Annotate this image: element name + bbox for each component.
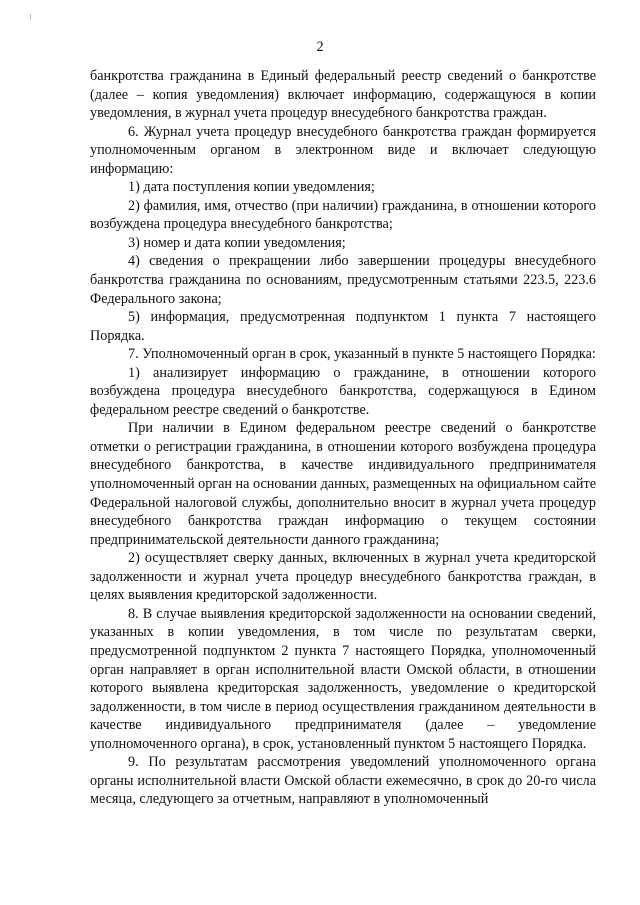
paragraph: 7. Уполномоченный орган в срок, указанный в пункте 5 настоящего Порядка: bbox=[128, 346, 596, 363]
paragraph: 1) анализирует информацию о гражданине, в отношении которого возбуждена процедура внесудебного банкротства, содержащуюся в Едином федеральном реестре сведений о банкротстве. bbox=[90, 364, 596, 418]
paragraph: 2) осуществляет сверку данных, включенных в журнал учета кредиторской задолженности и журнал учета процедур внесудебного банкротства граждан, в целях выявления кредиторской задолженности. bbox=[90, 550, 596, 604]
paragraph: 8. В случае выявления кредиторской задолженности на основании сведений, указанных в копии уведомления, в том числе по результатам сверки, предусмотренной подпунктом 2 пункта 7 настоящего Порядка, уполномоченный орган направляет в орган исполнительной власти Омской области, в отношении которого выявлена кредиторская задолженность, уведомление о кредиторской задолженности, в том числе в период осуществления гражданином деятельности в качестве индивидуального предпринимателя (далее – уведомление уполномоченного органа), в срок, установленный пунктом 5 настоящего Порядка. bbox=[90, 605, 596, 752]
document-body bbox=[90, 67, 596, 809]
scan-mark bbox=[30, 14, 31, 20]
paragraph: 2) фамилия, имя, отчество (при наличии) гражданина, в отношении которого возбуждена процедура внесудебного банкротства; bbox=[90, 197, 596, 233]
paragraph: 3) номер и дата копии уведомления; bbox=[128, 234, 346, 251]
page-number: 2 bbox=[316, 39, 324, 55]
paragraph: 9. По результатам рассмотрения уведомлений уполномоченного органа органы исполнительной власти Омской области ежемесячно, в срок до 20-го числа месяца, следующего за отчетным, направляют в уполномоченный bbox=[90, 754, 596, 808]
paragraph: банкротства гражданина в Единый федеральный реестр сведений о банкротстве (далее – копия уведомления) включает информацию, содержащуюся в копии уведомления, в журнал учета процедур внесудебного банкротства граждан. bbox=[90, 68, 596, 122]
paragraph: 4) сведения о прекращении либо завершении процедуры внесудебного банкротства гражданина по основаниям, предусмотренным статьями 223.5, 223.6 Федерального закона; bbox=[90, 253, 596, 307]
paragraph: 6. Журнал учета процедур внесудебного банкротства граждан формируется уполномоченным органом в электронном виде и включает следующую информацию: bbox=[90, 123, 596, 177]
paragraph: При наличии в Едином федеральном реестре сведений о банкротстве отметки о регистрации гражданина, в отношении которого возбуждена процедура внесудебного банкротства, в качестве индивидуального предпринимателя уполномоченный орган на основании данных, размещенных на официальном сайте Федеральной налоговой службы, дополнительно вносит в журнал учета процедур внесудебного банкротства граждан информацию о текущем состоянии предпринимательской деятельности данного гражданина; bbox=[90, 420, 596, 548]
paragraph: 1) дата поступления копии уведомления; bbox=[128, 179, 375, 196]
paragraph: 5) информация, предусмотренная подпунктом 1 пункта 7 настоящего Порядка. bbox=[90, 309, 596, 344]
